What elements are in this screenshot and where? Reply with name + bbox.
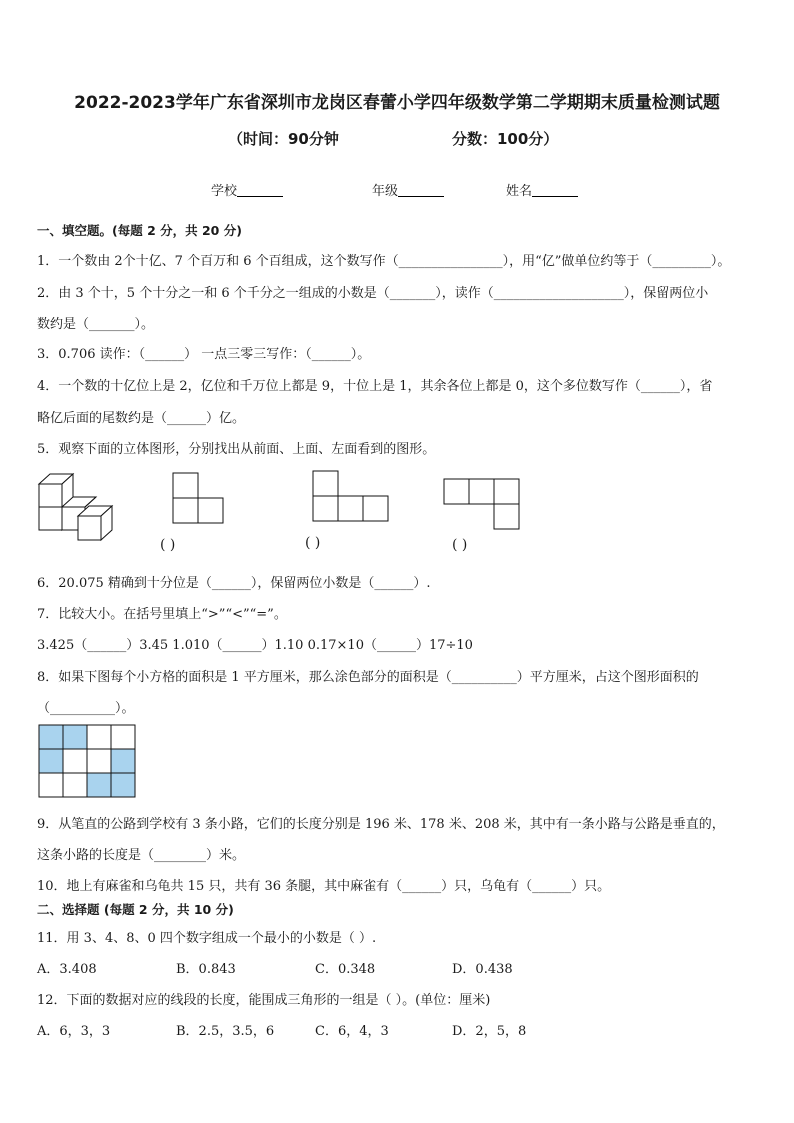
question-1: 1．一个数由 2个十亿、7 个百万和 6 个百组成，这个数写作（________________），用“亿”做单位约等于（_________）。 [37, 254, 731, 269]
grid-cell [39, 773, 63, 797]
grid-cell [87, 725, 111, 749]
question-2-line2: 数约是（_______）。 [37, 317, 155, 332]
shaded-cell [39, 725, 63, 749]
exam-time: （时间：90分钟 [228, 130, 339, 148]
q12-option-b[interactable]: B．2.5，3.5，6 [176, 1024, 275, 1039]
grid-cell [63, 773, 87, 797]
school-field[interactable] [211, 180, 283, 199]
question-7: 7．比较大小。在括号里填上“>”“<”“=”。 [37, 607, 287, 622]
cube-stack-figure [36, 470, 126, 544]
answer-paren-3[interactable]: ( ) [452, 537, 468, 553]
view-figure-3 [441, 476, 521, 532]
question-2-line1: 2．由 3 个十，5 个十分之一和 6 个千分之一组成的小数是（_______），读作（____________________），保留两位小 [37, 286, 709, 301]
shaded-cell [111, 749, 135, 773]
view-figure-1 [170, 470, 226, 526]
view-figure-2 [310, 468, 390, 524]
q11-option-d[interactable]: D．0.438 [452, 962, 513, 977]
q11-option-a[interactable]: A．3.408 [37, 962, 97, 977]
grid-cell [63, 749, 87, 773]
question-7-items: 3.425（______）3.45 1.010（______）1.10 0.17×10（______）17÷10 [37, 638, 473, 653]
grade-blank[interactable] [398, 183, 444, 197]
shaded-cell [63, 725, 87, 749]
question-3: 3．0.706 读作：（______） 一点三零三写作：（______）。 [37, 347, 371, 362]
exam-score: 分数：100分） [452, 130, 559, 148]
shaded-cell [39, 749, 63, 773]
answer-paren-2[interactable]: ( ) [305, 535, 321, 551]
question-11: 11．用 3、4、8、0 四个数字组成一个最小的小数是（ ）. [37, 931, 377, 946]
grade-label: 年级 [372, 184, 399, 199]
grid-cell [111, 725, 135, 749]
name-field[interactable] [506, 180, 578, 199]
shaded-grid-figure [37, 723, 137, 799]
shaded-cell [111, 773, 135, 797]
question-4-line1: 4．一个数的十亿位上是 2，亿位和千万位上都是 9，十位上是 1，其余各位上都是 0，这个多位数写作（______），省 [37, 379, 713, 394]
section2-heading: 二、选择题 (每题 2 分，共 10 分) [37, 902, 234, 917]
question-12: 12．下面的数据对应的线段的长度，能围成三角形的一组是（ ）。(单位：厘米) [37, 993, 491, 1008]
page-title: 2022-2023学年广东省深圳市龙岗区春蕾小学四年级数学第二学期期末质量检测试题 [74, 93, 720, 113]
q12-option-d[interactable]: D．2，5，8 [452, 1024, 527, 1039]
answer-paren-1[interactable]: ( ) [160, 537, 176, 553]
question-6: 6．20.075 精确到十分位是（______），保留两位小数是（______）. [37, 576, 431, 591]
question-4-line2: 略亿后面的尾数约是（______）亿。 [37, 411, 246, 426]
name-blank[interactable] [532, 183, 578, 197]
q11-option-c[interactable]: C．0.348 [315, 962, 376, 977]
question-8-line2: （__________）。 [37, 701, 135, 716]
q12-option-c[interactable]: C．6，4，3 [315, 1024, 389, 1039]
school-blank[interactable] [237, 183, 283, 197]
grid-cell [87, 749, 111, 773]
q11-option-b[interactable]: B．0.843 [176, 962, 236, 977]
name-label: 姓名 [506, 184, 533, 199]
grade-field[interactable] [372, 180, 444, 199]
q12-option-a[interactable]: A．6，3，3 [37, 1024, 111, 1039]
shaded-cell [87, 773, 111, 797]
question-5: 5．观察下面的立体图形，分别找出从前面、上面、左面看到的图形。 [37, 442, 436, 457]
question-10: 10．地上有麻雀和乌龟共 15 只，共有 36 条腿，其中麻雀有（______）只，乌龟有（______）只。 [37, 879, 611, 894]
section1-heading: 一、填空题。(每题 2 分，共 20 分) [37, 223, 242, 238]
question-8-line1: 8．如果下图每个小方格的面积是 1 平方厘米，那么涂色部分的面积是（__________）平方厘米，占这个图形面积的 [37, 670, 699, 685]
question-9-line1: 9．从笔直的公路到学校有 3 条小路，它们的长度分别是 196 米、178 米、208 米，其中有一条小路与公路是垂直的， [37, 817, 725, 832]
school-label: 学校 [211, 184, 238, 199]
question-9-line2: 这条小路的长度是（________）米。 [37, 848, 246, 863]
